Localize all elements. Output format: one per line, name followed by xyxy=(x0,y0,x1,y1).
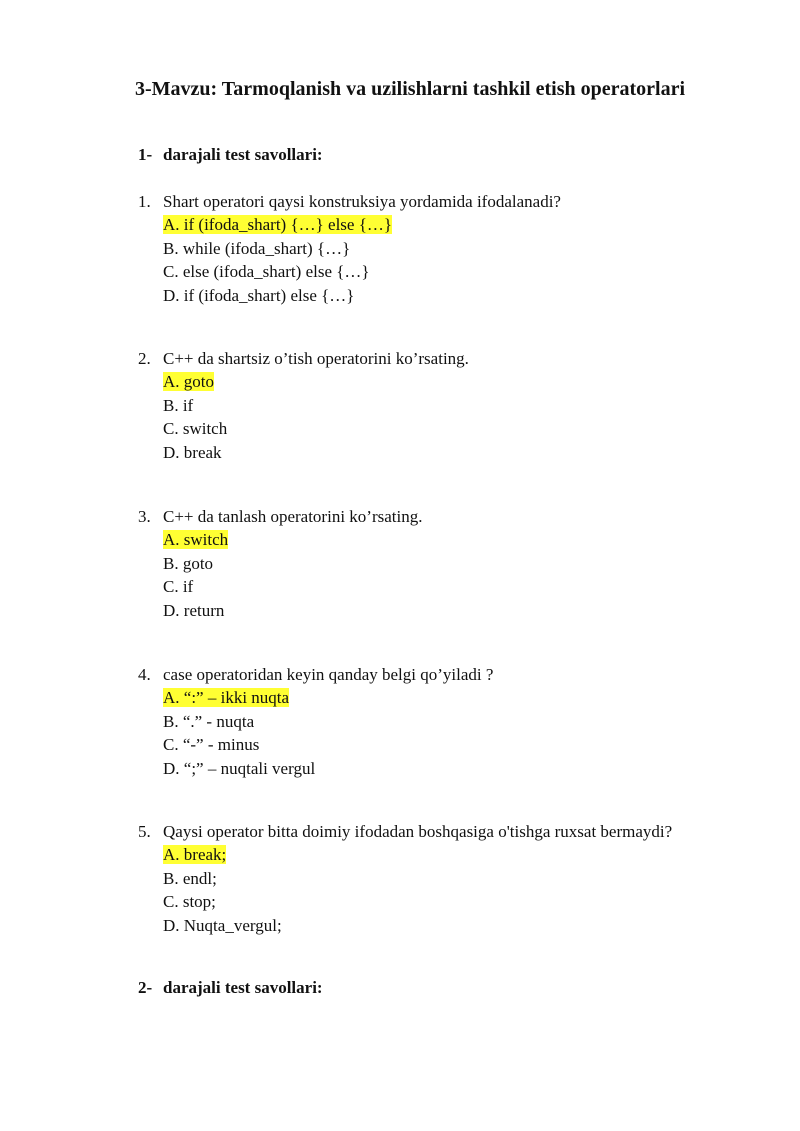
answer-option: B. goto xyxy=(163,553,214,573)
section-label: darajali test savollari: xyxy=(163,978,323,997)
answer-option-correct: A. switch xyxy=(163,530,229,550)
question-number: 3. xyxy=(138,507,151,526)
question-number: 1. xyxy=(138,192,151,211)
question-number: 2. xyxy=(138,349,151,368)
question-3 xyxy=(138,505,778,622)
answer-option: D. if (ifoda_shart) else {…} xyxy=(163,285,355,305)
answer-option: B. if xyxy=(163,395,194,415)
answer-option-correct: A. if (ifoda_shart) {…} else {…} xyxy=(163,215,393,235)
answer-option: B. endl; xyxy=(163,868,217,888)
answer-option: C. switch xyxy=(163,419,228,439)
answer-option: B. while (ifoda_shart) {…} xyxy=(163,238,351,258)
answer-option: B. “.” - nuqta xyxy=(163,711,255,731)
answer-option-correct: A. break; xyxy=(163,845,227,865)
question-5 xyxy=(138,820,778,937)
answer-option-correct: A. goto xyxy=(163,372,214,392)
question-1 xyxy=(138,190,778,307)
answer-option-correct: A. “:” – ikki nuqta xyxy=(163,688,290,708)
question-text: Qaysi operator bitta doimiy ifodadan boshqasiga o'tishga ruxsat bermaydi? xyxy=(163,822,673,841)
section-number: 2- xyxy=(138,978,153,997)
question-text: C++ da shartsiz o’tish operatorini ko’rsating. xyxy=(163,349,469,368)
answer-option: C. stop; xyxy=(163,892,216,912)
answer-option: C. else (ifoda_shart) else {…} xyxy=(163,262,370,282)
question-text: Shart operatori qaysi konstruksiya yordamida ifodalanadi? xyxy=(163,192,561,211)
question-text: case operatoridan keyin qanday belgi qo’yiladi ? xyxy=(163,665,494,684)
question-4 xyxy=(138,663,778,780)
answer-option: C. “-” - minus xyxy=(163,735,260,755)
answer-option: C. if xyxy=(163,577,194,597)
answer-option: D. “;” – nuqtali vergul xyxy=(163,758,316,778)
section-label: darajali test savollari: xyxy=(163,145,323,164)
answer-option: D. Nuqta_vergul; xyxy=(163,915,282,935)
question-number: 4. xyxy=(138,665,151,684)
section-heading-1 xyxy=(138,145,323,165)
section-number: 1- xyxy=(138,145,153,164)
answer-option: D. return xyxy=(163,600,225,620)
question-text: C++ da tanlash operatorini ko’rsating. xyxy=(163,507,423,526)
question-number: 5. xyxy=(138,822,151,841)
question-2 xyxy=(138,347,778,464)
answer-option: D. break xyxy=(163,442,222,462)
section-heading-2 xyxy=(138,978,323,998)
page-title: 3-Mavzu: Tarmoqlanish va uzilishlarni tashkil etish operatorlari xyxy=(134,78,686,100)
